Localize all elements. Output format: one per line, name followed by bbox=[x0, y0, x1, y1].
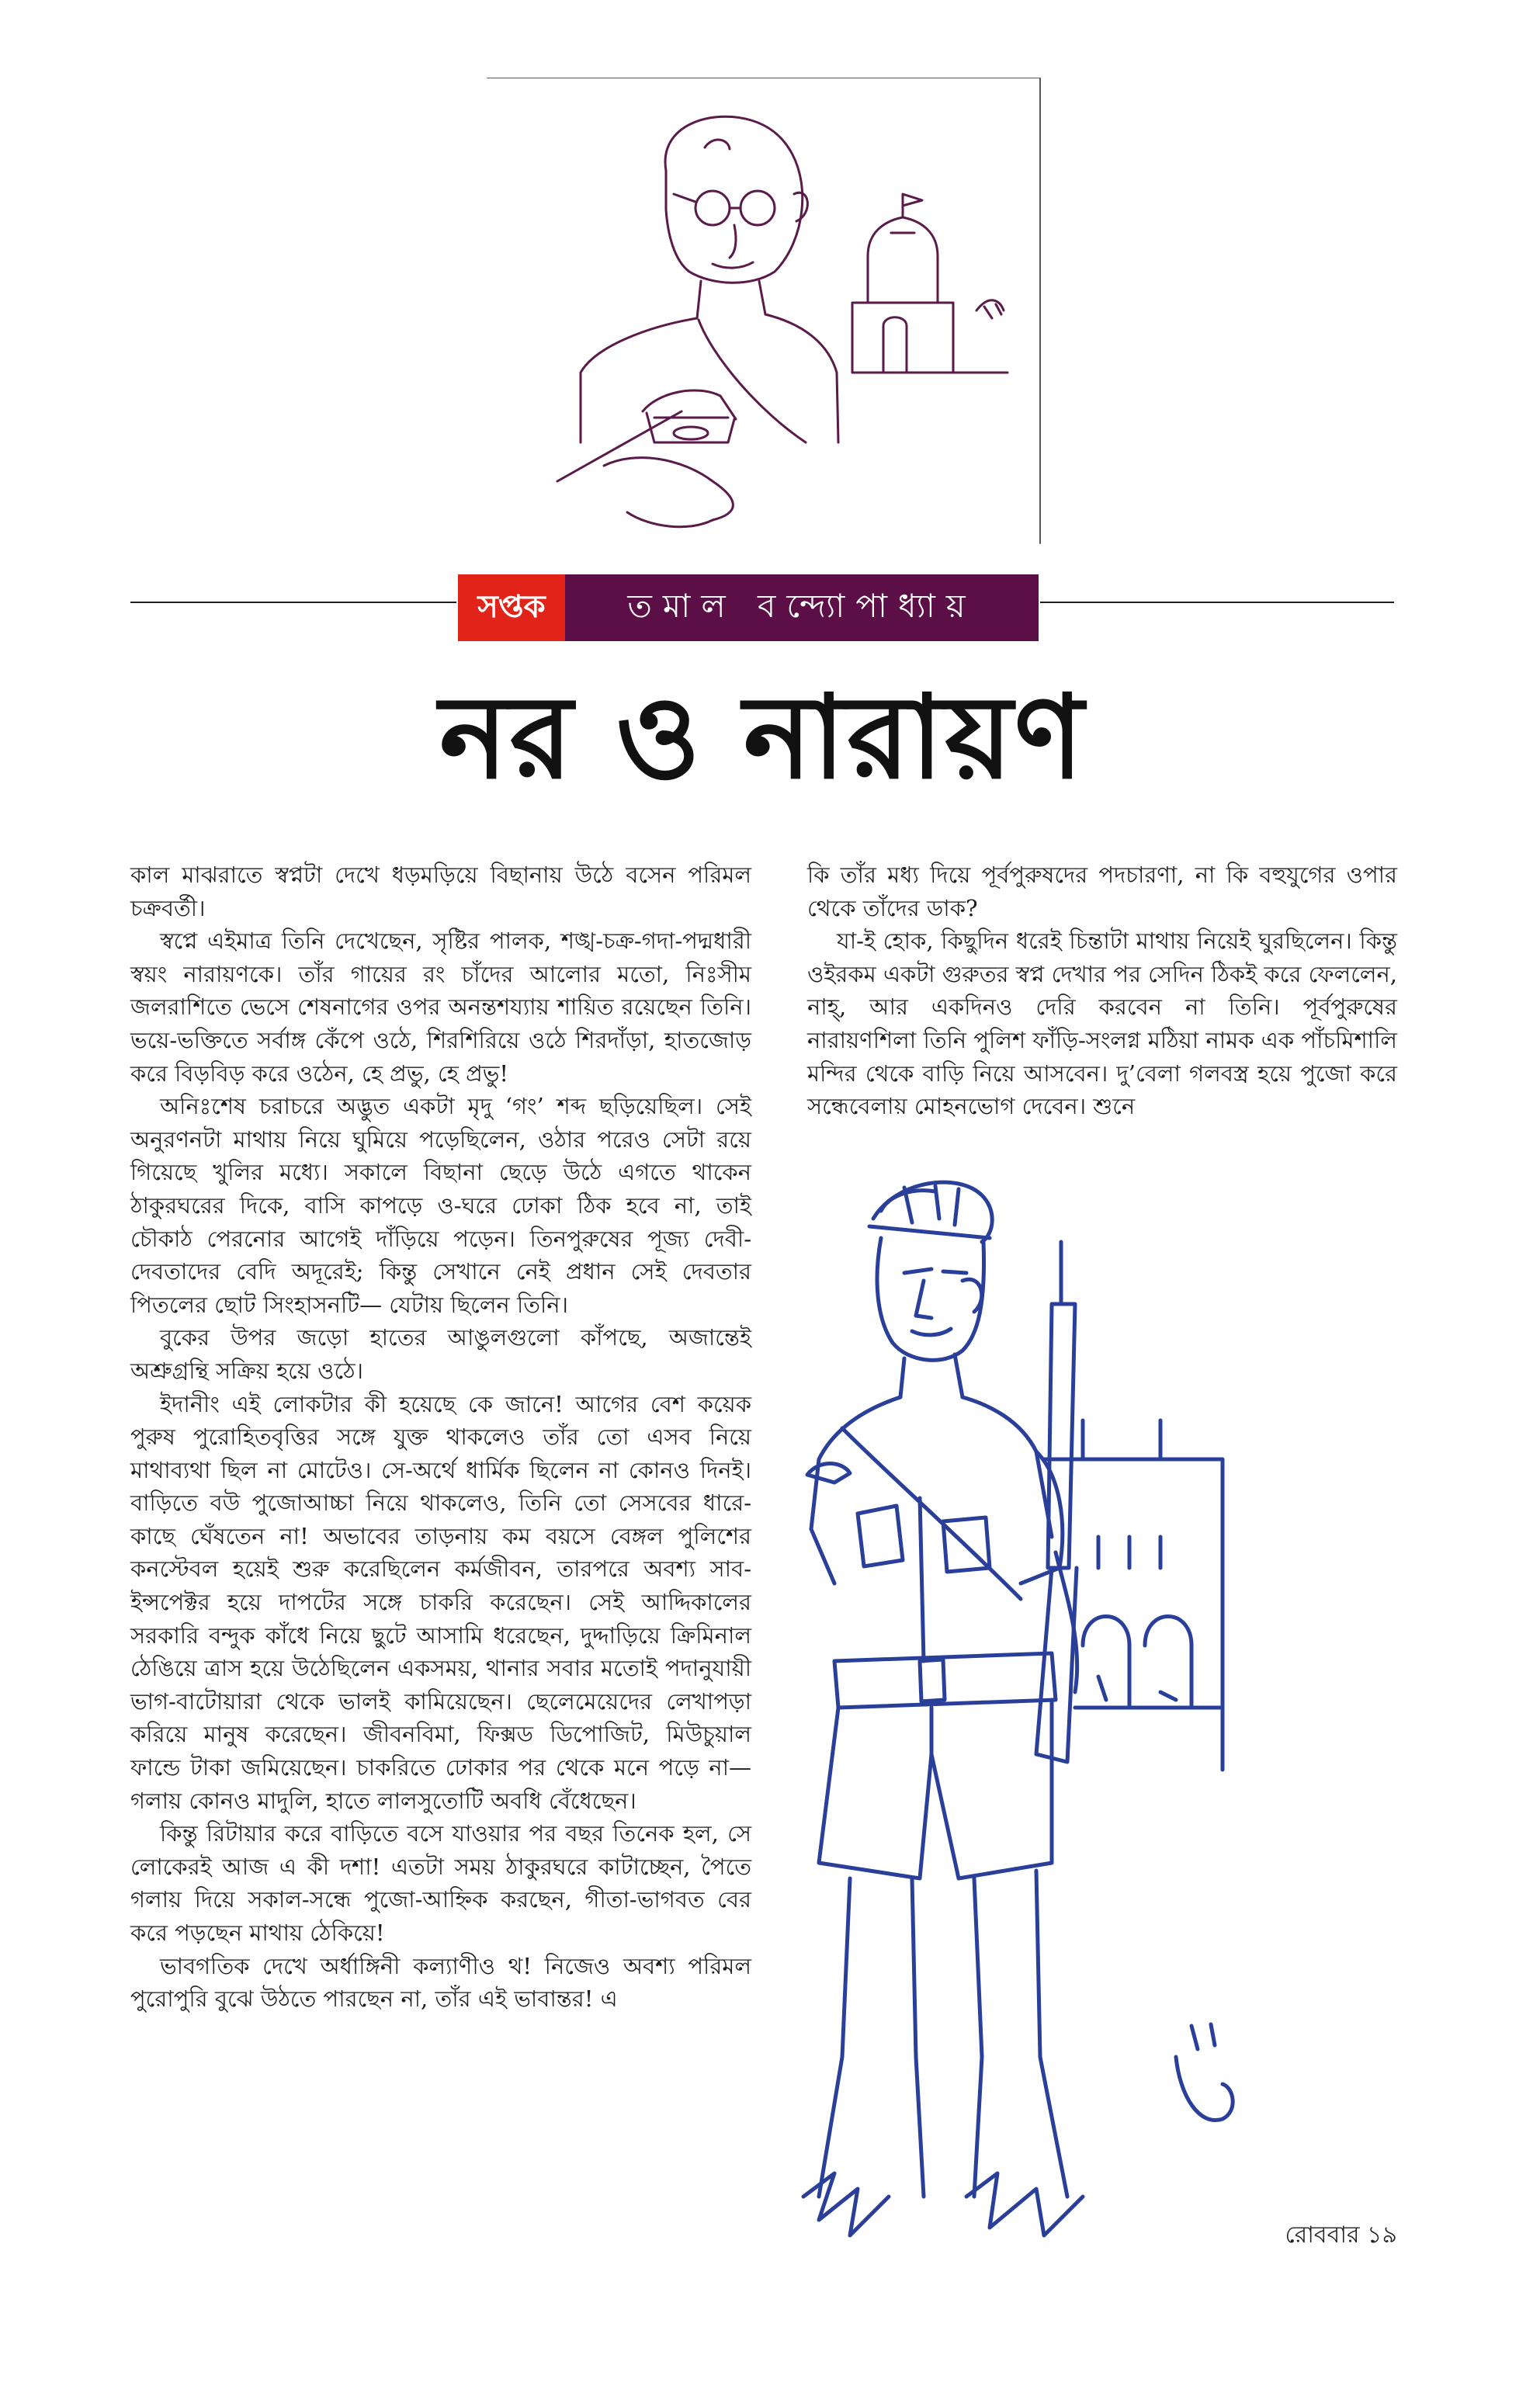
paragraph: ইদানীং এই লোকটার কী হয়েছে কে জানে! আগের বেশ কয়েক পুরুষ পুরোহিতবৃত্তির সঙ্গে যুক্ত থাকলেও তাঁর তো এসব নিয়ে মাথাব্যথা ছিল না মোটেও। সে-অর্থে ধার্মিক ছিলেন না কোনও দিনই। বাড়িতে বউ পুজোআচ্চা নিয়ে থাকলেও, তিনি তো সেসবের ধারে-কাছে ঘেঁষতেন না! অভাবের তাড়নায় কম বয়সে বেঙ্গল পুলিশের কনস্টেবল হয়েই শুরু করেছিলেন কর্মজীবন, তারপরে অবশ্য সাব-ইন্সপেক্টর হয়ে দাপটের সঙ্গে চাকরি করেছেন। সেই আদ্দিকালের সরকারি বন্দুক কাঁধে নিয়ে ছুটে আসামি ধরেছেন, দুদ্দাড়িয়ে ক্রিমিনাল ঠেঙিয়ে ত্রাস হয়ে উঠেছিলেন একসময়, থানার সবার মতোই পদানুযায়ী ভাগ-বাটোয়ারা থেকে ভালই কামিয়েছেন। ছেলেমেয়েদের লেখাপড়া করিয়ে মানুষ করেছেন। জীবনবিমা, ফিক্সড ডিপোজিট, মিউচুয়াল ফান্ডে টাকা জমিয়েছেন। চাকরিতে ঢোকার পর থেকে মনে পড়ে না— গলায় কোনও মাদুলি, হাতে লালসুতোটি অবধি বেঁধেছেন। bbox=[130, 1390, 751, 1814]
series-label: সপ্তক bbox=[458, 574, 565, 641]
body-column-right bbox=[807, 858, 1397, 1123]
priest-illustration bbox=[480, 78, 1045, 545]
policeman-illustration bbox=[788, 1164, 1323, 2266]
paragraph: ভাবগতিক দেখে অর্ধাঙ্গিনী কল্যাণীও থ! নিজেও অবশ্য পরিমল পুরোপুরি বুঝে উঠতে পারছেন না, তাঁর এই ভাবান্তর! এ bbox=[130, 1952, 751, 2013]
author-name: তমাল বন্দ্যোপাধ্যায় bbox=[565, 574, 1039, 641]
page-folio: রোববার ১৯ bbox=[1285, 2221, 1397, 2249]
paragraph: বুকের উপর জড়ো হাতের আঙুলগুলো কাঁপছে, অজান্তেই অশ্রুগ্রন্থি সক্রিয় হয়ে ওঠে। bbox=[130, 1324, 751, 1384]
byline-rule-right bbox=[1040, 602, 1394, 603]
paragraph: কাল মাঝরাতে স্বপ্নটা দেখে ধড়মড়িয়ে বিছানায় উঠে বসেন পরিমল চক্রবর্তী। bbox=[130, 862, 751, 921]
paragraph: অনিঃশেষ চরাচরে অদ্ভুত একটা মৃদু ‘গং’ শব্দ ছড়িয়েছিল। সেই অনুরণনটা মাথায় নিয়ে ঘুমিয়ে পড়েছিলেন, ওঠার পরেও সেটা রয়ে গিয়েছে খুলির মধ্যে। সকালে বিছানা ছেড়ে উঠে এগতে থাকেন ঠাকুরঘরের দিকে, বাসি কাপড়ে ও-ঘরে ঢোকা ঠিক হবে না, তাই চৌকাঠ পেরনোর আগেই দাঁড়িয়ে পড়েন। তিনপুরুষের পূজ্য দেবী-দেবতাদের বেদি অদূরেই; কিন্তু সেখানে নেই প্রধান সেই দেবতার পিতলের ছোট সিংহাসনটি— যেটায় ছিলেন তিনি। bbox=[130, 1093, 751, 1318]
paragraph: কি তাঁর মধ্য দিয়ে পূর্বপুরুষদের পদচারণা, না কি বহুযুগের ওপার থেকে তাঁদের ডাক? bbox=[807, 862, 1397, 921]
byline-rule-left bbox=[130, 602, 456, 603]
paragraph: যা-ই হোক, কিছুদিন ধরেই চিন্তাটা মাথায় নিয়েই ঘুরছিলেন। কিন্তু ওইরকম একটা গুরুতর স্বপ্ন দেখার পর সেদিন ঠিকই করে ফেললেন, নাহ্, আর একদিনও দেরি করবেন না তিনি। পূর্বপুরুষের নারায়ণশিলা তিনি পুলিশ ফাঁড়ি-সংলগ্ন মঠিয়া নামক এক পাঁচমিশালি মন্দির থেকে বাড়ি নিয়ে আসবেন। দু’বেলা গলবস্ত্র হয়ে পুজো করে সন্ধেবেলায় মোহনভোগ দেবেন। শুনে bbox=[807, 928, 1397, 1120]
body-column-left bbox=[130, 858, 751, 2016]
story-title: নর ও নারায়ণ bbox=[439, 671, 1085, 804]
paragraph: কিন্তু রিটায়ার করে বাড়িতে বসে যাওয়ার পর বছর তিনেক হল, সে লোকেরই আজ এ কী দশা! এতটা সময় ঠাকুরঘরে কাটাচ্ছেন, পৈতে গলায় দিয়ে সকাল-সন্ধে পুজো-আহ্নিক করছেন, গীতা-ভাগবত বের করে পড়ছেন মাথায় ঠেকিয়ে! bbox=[130, 1820, 751, 1946]
paragraph: স্বপ্নে এইমাত্র তিনি দেখেছেন, সৃষ্টির পালক, শঙ্খ-চক্র-গদা-পদ্মধারী স্বয়ং নারায়ণকে। তাঁর গায়ের রং চাঁদের আলোর মতো, নিঃসীম জলরাশিতে ভেসে শেষনাগের ওপর অনন্তশয্যায় শায়িত রয়েছেন তিনি। ভয়ে-ভক্তিতে সর্বাঙ্গ কেঁপে ওঠে, শিরশিরিয়ে ওঠে শিরদাঁড়া, হাতজোড় করে বিড়বিড় করে ওঠেন, হে প্রভু, হে প্রভু! bbox=[130, 928, 751, 1087]
